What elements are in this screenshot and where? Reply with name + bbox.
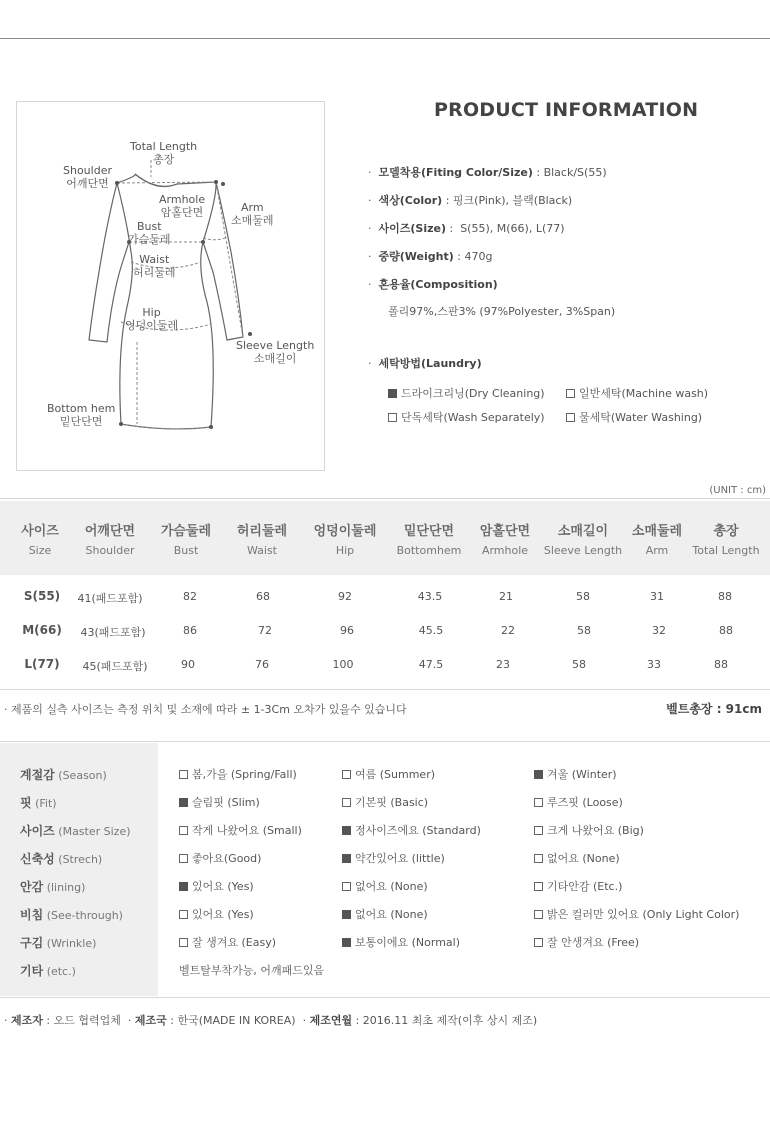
info-row-fit: · 모델착용(Fiting Color/Size) : Black/S(55) [368, 166, 607, 179]
attribute-label: 사이즈 (Master Size) [20, 824, 131, 838]
header-sleeve-length: 소매길이 Sleeve Length [543, 524, 623, 557]
option: 여름 (Summer) [342, 766, 435, 782]
checkbox-checked-icon [342, 826, 351, 835]
option: 있어요 (Yes) [179, 906, 254, 922]
info-row-color: · 색상(Color) : 핑크(Pink), 블랙(Black) [368, 194, 573, 207]
option: 루즈핏 (Loose) [534, 794, 623, 810]
checkbox-checked-icon [179, 798, 188, 807]
table-cell: 82 [183, 590, 197, 603]
table-cell: 45(패드포함) [82, 660, 148, 673]
option: 슬림핏 (Slim) [179, 794, 260, 810]
laundry-option-machine-wash: 일반세탁(Machine wash) [566, 385, 708, 401]
table-cell: 33 [647, 658, 661, 671]
attribute-label: 비침 (See-through) [20, 908, 123, 922]
option: 좋아요(Good) [179, 850, 261, 866]
laundry-option-water-washing: 물세탁(Water Washing) [566, 409, 702, 425]
header-bottomhem: 밑단단면 Bottomhem [396, 524, 462, 557]
header-total-length: 총장 Total Length [692, 524, 760, 557]
product-info-title: PRODUCT INFORMATION [434, 99, 699, 121]
label-armhole: Armhole 암홀단면 [159, 193, 206, 219]
attribute-label: 핏 (Fit) [20, 796, 57, 810]
table-cell: 76 [255, 658, 269, 671]
label-bottom-hem: Bottom hem 밑단단면 [47, 402, 116, 428]
header-waist: 허리둘레 Waist [236, 524, 288, 557]
table-cell: 88 [718, 590, 732, 603]
option: 없어요 (None) [534, 850, 620, 866]
checkbox-empty-icon [566, 389, 575, 398]
checkbox-empty-icon [342, 798, 351, 807]
checkbox-empty-icon [179, 854, 188, 863]
checkbox-empty-icon [179, 938, 188, 947]
option: 밝은 컬러만 있어요 (Only Light Color) [534, 906, 739, 922]
table-cell: 58 [572, 658, 586, 671]
checkbox-empty-icon [179, 770, 188, 779]
checkbox-checked-icon [179, 882, 188, 891]
checkbox-checked-icon [534, 770, 543, 779]
checkbox-checked-icon [388, 389, 397, 398]
option: 없어요 (None) [342, 906, 428, 922]
top-divider [0, 38, 770, 39]
size-tolerance-note: · 제품의 실측 사이즈는 측정 위치 및 소재에 따라 ± 1-3Cm 오차가 있을수 있습니다 [4, 703, 407, 716]
label-hip: Hip 엉덩이둘레 [125, 306, 179, 332]
checkbox-empty-icon [534, 882, 543, 891]
table-cell: M(66) [22, 623, 62, 637]
checkbox-empty-icon [534, 854, 543, 863]
header-armhole: 암홀단면 Armhole [479, 524, 531, 557]
checkbox-empty-icon [534, 910, 543, 919]
option: 봄,가을 (Spring/Fall) [179, 766, 297, 782]
attribute-label: 기타 (etc.) [20, 964, 76, 978]
table-cell: 90 [181, 658, 195, 671]
table-cell: 21 [499, 590, 513, 603]
table-cell: 96 [340, 624, 354, 637]
divider [0, 689, 770, 690]
table-cell: 92 [338, 590, 352, 603]
table-cell: 23 [496, 658, 510, 671]
info-row-weight: · 중량(Weight) : 470g [368, 250, 493, 263]
option: 작게 나왔어요 (Small) [179, 822, 302, 838]
unit-label: (UNIT : cm) [709, 485, 766, 496]
table-cell: 86 [183, 624, 197, 637]
checkbox-empty-icon [179, 910, 188, 919]
table-cell: 88 [719, 624, 733, 637]
option: 잘 생겨요 (Easy) [179, 934, 276, 950]
attribute-label: 구김 (Wrinkle) [20, 936, 97, 950]
divider [0, 997, 770, 998]
table-cell: 31 [650, 590, 664, 603]
table-cell: L(77) [24, 657, 60, 671]
label-shoulder: Shoulder 어깨단면 [63, 164, 112, 190]
header-bust: 가슴둘레 Bust [160, 524, 212, 557]
attribute-label: 안감 (lining) [20, 880, 86, 894]
table-cell: 45.5 [418, 624, 444, 637]
option: 약간있어요 (little) [342, 850, 445, 866]
header-shoulder: 어깨단면 Shoulder [84, 524, 136, 557]
header-hip: 엉덩이둘레 Hip [313, 524, 377, 557]
attribute-label: 신축성 (Strech) [20, 852, 103, 866]
option: 없어요 (None) [342, 878, 428, 894]
header-arm: 소매둘레 Arm [631, 524, 683, 557]
table-cell: 47.5 [418, 658, 444, 671]
option: 보통이에요 (Normal) [342, 934, 460, 950]
option: 정사이즈에요 (Standard) [342, 822, 481, 838]
table-cell: 58 [577, 624, 591, 637]
option: 기타안감 (Etc.) [534, 878, 622, 894]
label-waist: Waist 허리둘레 [133, 253, 176, 279]
checkbox-empty-icon [342, 882, 351, 891]
checkbox-empty-icon [534, 798, 543, 807]
header-size: 사이즈 Size [21, 524, 59, 557]
table-cell: 72 [258, 624, 272, 637]
laundry-option-dry-cleaning: 드라이크리닝(Dry Cleaning) [388, 385, 545, 401]
option: 잘 안생겨요 (Free) [534, 934, 639, 950]
label-total-length: Total Length 총장 [130, 140, 198, 166]
table-cell: 88 [714, 658, 728, 671]
manufacturer-info: · 제조자 : 오드 협력업체 · 제조국 : 한국(MADE IN KOREA) · 제조연월 : 2016.11 최초 제작(이후 상시 제조) [4, 1014, 538, 1027]
option: 겨울 (Winter) [534, 766, 617, 782]
checkbox-checked-icon [342, 910, 351, 919]
table-cell: 43.5 [417, 590, 443, 603]
option: 기본핏 (Basic) [342, 794, 428, 810]
info-row-composition: · 혼용율(Composition) [368, 278, 498, 291]
attribute-label: 계절감 (Season) [20, 768, 107, 782]
table-cell: 100 [332, 658, 354, 671]
label-arm: Arm 소매둘레 [231, 201, 274, 227]
label-sleeve-length: Sleeve Length 소매길이 [236, 339, 315, 365]
info-row-size: · 사이즈(Size) : S(55), M(66), L(77) [368, 222, 565, 235]
checkbox-empty-icon [534, 826, 543, 835]
checkbox-checked-icon [342, 854, 351, 863]
table-cell: S(55) [23, 589, 61, 603]
checkbox-empty-icon [179, 826, 188, 835]
belt-length: 벨트총장 : 91cm [666, 702, 762, 716]
table-cell: 22 [501, 624, 515, 637]
table-cell: 41(패드포함) [77, 592, 143, 605]
checkbox-empty-icon [534, 938, 543, 947]
checkbox-empty-icon [566, 413, 575, 422]
divider [0, 741, 770, 742]
checkbox-empty-icon [342, 770, 351, 779]
divider [0, 498, 770, 499]
table-cell: 43(패드포함) [80, 626, 146, 639]
table-cell: 32 [652, 624, 666, 637]
label-bust: Bust 가슴둘레 [128, 220, 171, 246]
option: 있어요 (Yes) [179, 878, 254, 894]
option: 크게 나왔어요 (Big) [534, 822, 644, 838]
composition-value: 폴리97%,스판3% (97%Polyester, 3%Span) [388, 305, 616, 318]
checkbox-empty-icon [388, 413, 397, 422]
table-cell: 58 [576, 590, 590, 603]
laundry-label: · 세탁방법(Laundry) [368, 357, 482, 370]
measurement-diagram [16, 101, 325, 471]
table-cell: 68 [256, 590, 270, 603]
checkbox-checked-icon [342, 938, 351, 947]
etc-text: 벨트탈부착가능, 어깨패드있음 [179, 964, 325, 977]
laundry-option-wash-separately: 단독세탁(Wash Separately) [388, 409, 545, 425]
